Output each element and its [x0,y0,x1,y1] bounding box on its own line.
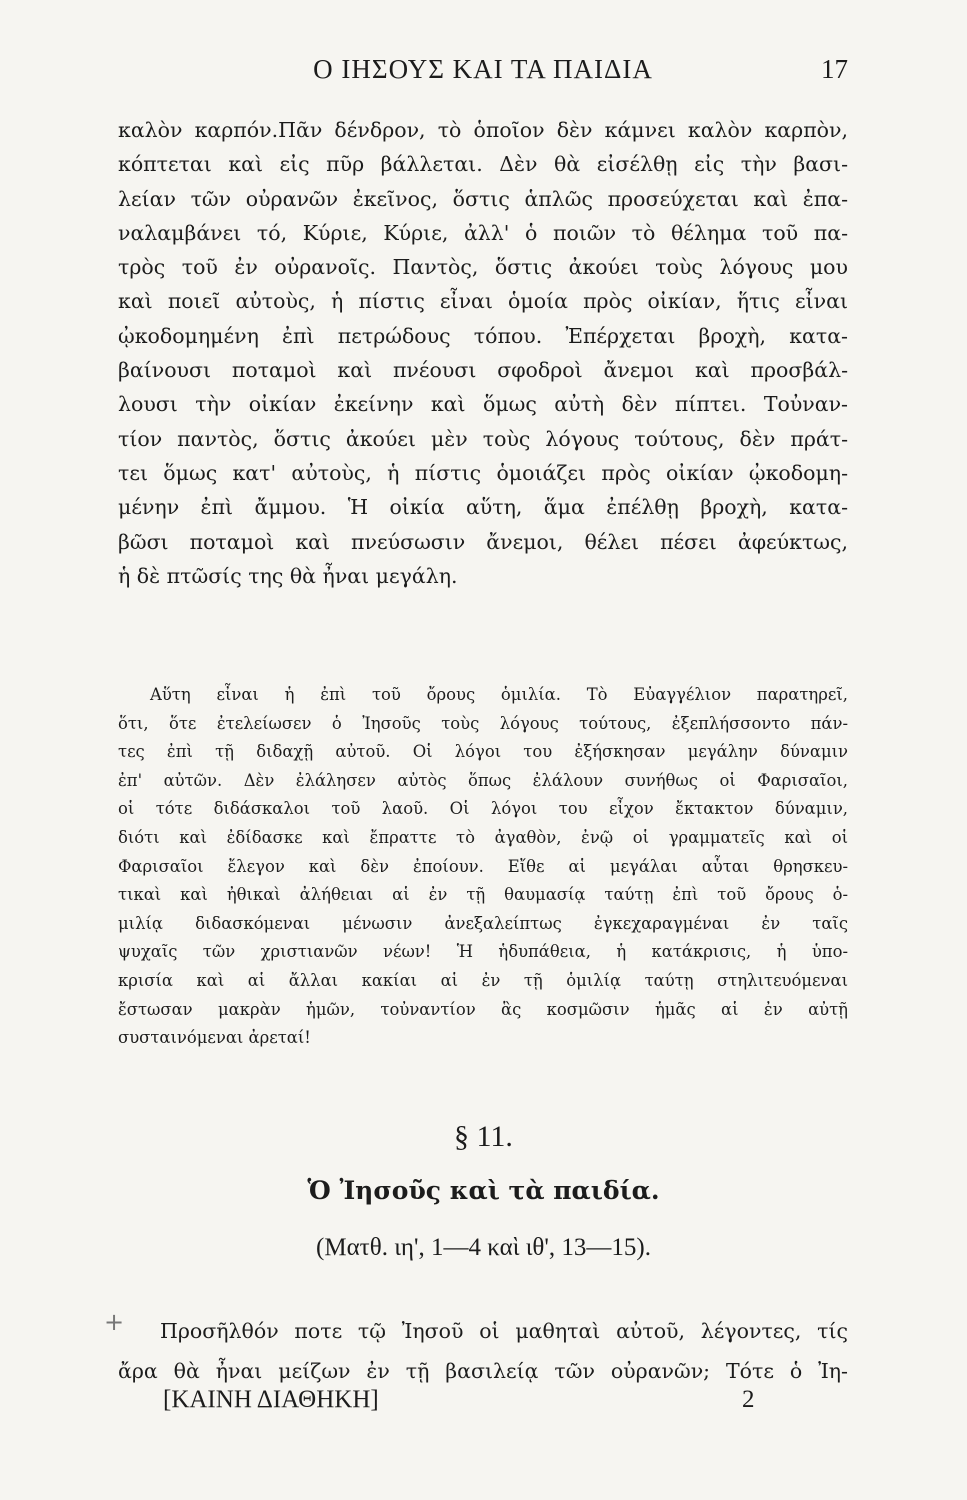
commentary-line: μιλίᾳ διδασκόμεναι μένωσιν ἀνεξαλείπτως ἐγκεχαραγμέναι ἐν ταῖς [118,913,848,933]
text-line: βαίνουσι ποταμοὶ καὶ πνέουσι σφοδροὶ ἄνεμοι καὶ προσβάλ- [118,358,848,383]
text-line: λουσι τὴν οἰκίαν ἐκείνην καὶ ὅμως αὐτὴ δὲν πίπτει. Τοὐναν- [118,392,848,417]
commentary-line: Φαρισαῖοι ἔλεγον καὶ δὲν ἐποίουν. Εἴθε αἱ μεγάλαι αὗται θρησκευ- [118,856,848,876]
text-line: Προσῆλθόν ποτε τῷ Ἰησοῦ οἱ μαθηταὶ αὐτοῦ, λέγοντες, τίς [160,1319,848,1343]
commentary-line: ψυχαῖς τῶν χριστιανῶν νέων! Ἡ ἡδυπάθεια, ἡ κατάκρισις, ἡ ὑπο- [118,942,848,962]
text-line: ἄρα θὰ ἦναι μείζων ἐν τῇ βασιλείᾳ τῶν οὐρανῶν; Τότε ὁ Ἰη- [118,1359,848,1383]
text-line: βῶσι ποταμοὶ καὶ πνεύσωσιν ἄνεμοι, θέλει πέσει ἀφεύκτως, [118,529,848,554]
section-reference: (Ματθ. ιη', 1—4 καὶ ιθ', 13—15). [316,1234,651,1261]
text-line: μένην ἐπὶ ἄμμου. Ἡ οἰκία αὕτη, ἅμα ἐπέλθῃ βροχὴ, κατα- [118,495,848,520]
commentary-line: συσταινόμεναι ἀρεταί! [118,1028,311,1048]
text-line: ᾠκοδομημένη ἐπὶ πετρώδους τόπου. Ἐπέρχεται βροχὴ, κατα- [118,323,848,348]
text-line: ναλαμβάνει τό, Κύριε, Κύριε, ἀλλ' ὁ ποιῶν τὸ θέλημα τοῦ πα- [118,220,848,245]
commentary-line: τικαὶ καὶ ἠθικαὶ ἀλήθειαι αἱ ἐν τῇ θαυμασίᾳ ταύτῃ ἐπὶ τοῦ ὄρους ὁ- [118,885,848,905]
commentary-line: ἔστωσαν μακρὰν ἡμῶν, τοὐναντίον ἃς κοσμῶσιν ἡμᾶς αἱ ἐν αὐτῇ [118,999,848,1019]
page-number: 17 [821,54,848,84]
commentary-line: Αὕτη εἶναι ἡ ἐπὶ τοῦ ὄρους ὁμιλία. Τὸ Εὐαγγέλιον παρατηρεῖ, [150,685,848,704]
running-title: Ο ΙΗΣΟΥΣ ΚΑΙ ΤΑ ΠΑΙΔΙΑ [313,54,653,84]
text-line: τει ὅμως κατ' αὐτοὺς, ἡ πίστις ὁμοιάζει πρὸς οἰκίαν ᾠκοδομη- [118,460,848,485]
text-line: καλὸν καρπόν.Πᾶν δένδρον, τὸ ὁποῖον δὲν κάμνει καλὸν καρπὸν, [118,118,848,142]
commentary-line: ὅτι, ὅτε ἐτελείωσεν ὁ Ἰησοῦς τοὺς λόγους τούτους, ἐξεπλήσσοντο πάν- [118,713,848,733]
commentary-paragraph [118,681,848,1053]
text-line: τίον παντὸς, ὅστις ἀκούει μὲν τοὺς λόγους τούτους, δὲν πράτ- [118,426,848,451]
signature-number: 2 [742,1386,755,1413]
text-line: τρὸς τοῦ ἐν οὐρανοῖς. Παντὸς, ὅστις ἀκούει τοὺς λόγους μου [118,255,848,280]
text-line: λείαν τῶν οὐρανῶν ἐκεῖνος, ὅστις ἁπλῶς προσεύχεται καὶ ἐπα- [118,186,848,211]
section-title: Ὁ Ἰησοῦς καὶ τὰ παιδία. [307,1176,660,1205]
section-number: § 11. [454,1120,513,1153]
text-line: ἡ δὲ πτῶσίς της θὰ ἦναι μεγάλη. [118,563,458,588]
section-paragraph [118,1311,848,1391]
margin-pencil-mark: + [104,1308,125,1336]
commentary-line: τες ἐπὶ τῇ διδαχῇ αὐτοῦ. Οἱ λόγοι του ἐξήσκησαν μεγάλην δύναμιν [118,742,848,762]
commentary-line: ἐπ' αὐτῶν. Δὲν ἐλάλησεν αὐτὸς ὅπως ἐλάλουν συνήθως οἱ Φαρισαῖοι, [118,770,848,790]
printer-signature: [ΚΑΙΝΗ ΔΙΑΘΗΚΗ] [163,1386,379,1413]
text-line: καὶ ποιεῖ αὐτοὺς, ἡ πίστις εἶναι ὁμοία πρὸς οἰκίαν, ἥτις εἶναι [118,289,848,314]
commentary-line: διότι καὶ ἐδίδασκε καὶ ἔπραττε τὸ ἀγαθὸν, ἐνῷ οἱ γραμματεῖς καὶ οἱ [118,827,848,847]
commentary-line: κρισία καὶ αἱ ἄλλαι κακίαι αἱ ἐν τῇ ὁμιλίᾳ ταύτῃ στηλιτευόμεναι [118,970,848,990]
running-head [118,52,848,92]
main-paragraph [118,113,848,593]
commentary-line: οἱ τότε διδάσκαλοι τοῦ λαοῦ. Οἱ λόγοι του εἶχον ἔκτακτον δύναμιν, [118,799,848,819]
text-line: κόπτεται καὶ εἰς πῦρ βάλλεται. Δὲν θὰ εἰσέλθῃ εἰς τὴν βασι- [118,152,848,177]
